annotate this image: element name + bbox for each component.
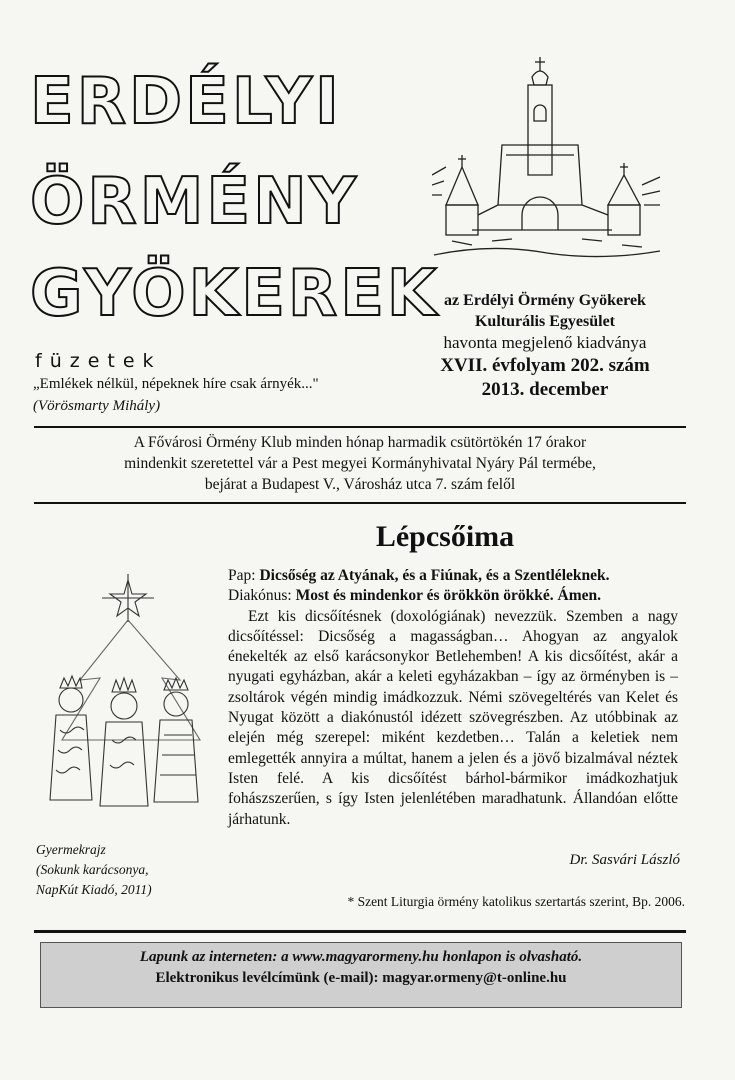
masthead-line-2: ÖRMÉNY bbox=[30, 165, 359, 239]
masthead-line-3: GYÖKEREK bbox=[30, 257, 440, 331]
top-rule bbox=[34, 426, 686, 428]
children-drawing bbox=[40, 570, 220, 830]
footer-website-line: Lapunk az interneten: a www.magyarormeny.hu honlapon is olvasható. bbox=[139, 949, 583, 965]
announcement-line-2: mindenkit szeretettel vár a Pest megyei Kormányhivatal Nyáry Pál termébe, bbox=[124, 455, 596, 472]
publisher-line-3: havonta megjelenő kiadványa bbox=[443, 333, 647, 352]
announcement-line-3: bejárat a Budapest V., Városház utca 7. szám felől bbox=[204, 476, 516, 493]
pap-label: Pap: bbox=[228, 567, 256, 584]
footer-top-rule bbox=[34, 930, 686, 933]
announcement-bottom-rule bbox=[34, 502, 686, 504]
motto-author: (Vörösmarty Mihály) bbox=[33, 398, 161, 414]
announcement bbox=[34, 432, 686, 495]
caption-line-1: Gyermekrajz bbox=[36, 842, 106, 857]
volume-number: XVII. évfolyam 202. szám bbox=[440, 355, 650, 376]
publisher-line-2: Kulturális Egyesület bbox=[474, 313, 615, 330]
motto: „Emlékek nélkül, népeknek híre csak árnyék..." bbox=[33, 376, 319, 392]
pap-text: Dicsőség az Atyának, és a Fiúnak, és a Szentléleknek. bbox=[259, 567, 610, 584]
caption-line-2: (Sokunk karácsonya, bbox=[36, 862, 149, 877]
caption-line-3: NapKút Kiadó, 2011) bbox=[36, 882, 152, 897]
article-title: Lépcsőima bbox=[375, 520, 515, 553]
footer-email-line: Elektronikus levélcímünk (e-mail): magyar.ormeny@t-online.hu bbox=[155, 970, 567, 986]
article-author: Dr. Sasvári László bbox=[569, 852, 680, 868]
church-illustration bbox=[432, 55, 662, 275]
article-paragraph: Ezt kis dicsőítésnek (doxológiának) nevezzük. Szemben a nagy dicsőítéssel: Dicsőség a magasságban… Ahogyan az angyalok énekelték az első karácsonykor Betlehemben! A kis dicsőítést, akár a nyugati egyházban, akár a keleti egyházakban – így az örményben is – zsoltárok végén mindig imádkozzuk. Némi szövegeltérés van Kelet és Nyugat között a diakónustól idézett szövegrészben. Az utóbbinak az elején még szerepel: miként kezdetben… Talán a keletiek nem emlegették annyira a múltat, hanem a jelen és a jövő bizalmával néztek Isten felé. A kis dicsőítést bárhol-bármikor imádkozhatjuk fohászszerűen, s így Isten jelenlétében maradhatunk. Állandóan előtte járhatunk. bbox=[228, 607, 678, 828]
masthead-subtitle: füzetek bbox=[35, 350, 162, 372]
announcement-line-1: A Fővárosi Örmény Klub minden hónap harmadik csütörtökén 17 órakor bbox=[133, 434, 587, 451]
issue-date: 2013. december bbox=[481, 379, 609, 400]
diakonus-text: Most és mindenkor és örökkön örökké. Ámen. bbox=[295, 587, 602, 605]
drawing-caption bbox=[36, 840, 206, 900]
footer-box bbox=[40, 942, 682, 1008]
masthead-line-1: ERDÉLYI bbox=[30, 65, 342, 139]
publisher-info bbox=[405, 290, 685, 402]
article-body bbox=[228, 566, 678, 830]
publisher-line-1: az Erdélyi Örmény Gyökerek bbox=[444, 292, 646, 309]
footnote: * Szent Liturgia örmény katolikus szertartás szerint, Bp. 2006. bbox=[347, 894, 685, 909]
diakonus-label: Diakónus: bbox=[228, 587, 292, 605]
